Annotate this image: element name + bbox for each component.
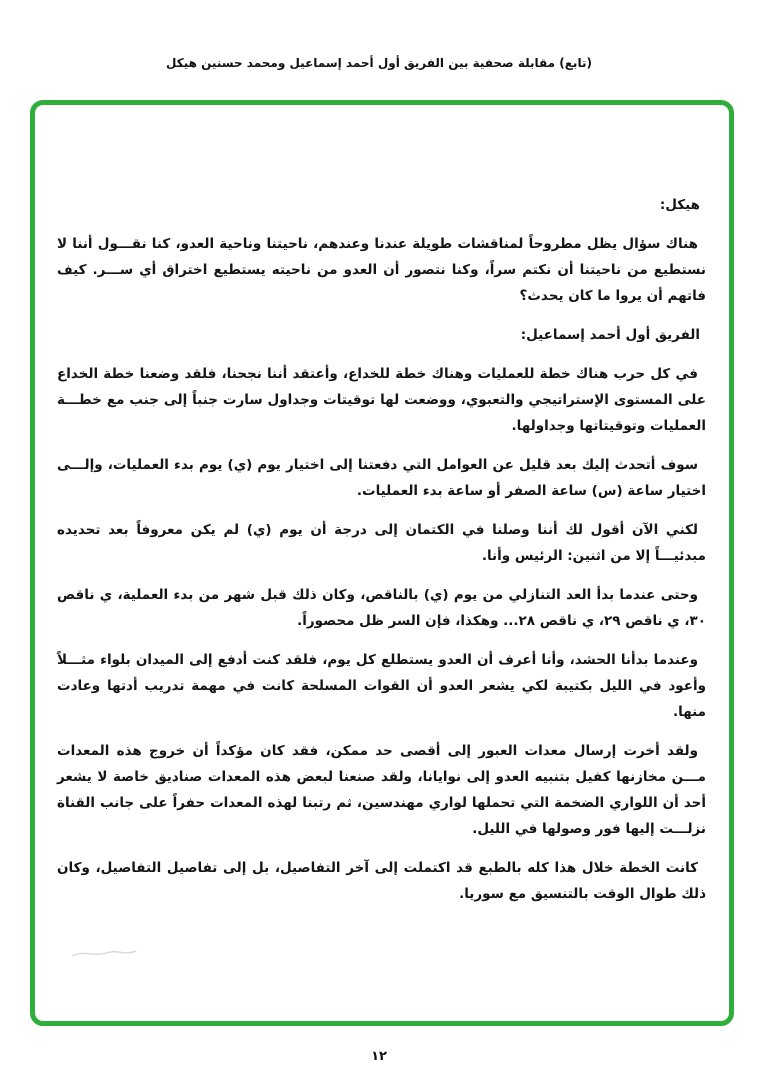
paragraph: وحتى عندما بدأ العد التنازلي من يوم (ي) بالناقص، وكان ذلك قبل شهر من بدء العملية، ي ناقص ٣٠، ي ناقص ٢٩، ي ناقص ٢٨... وهكذا، فإن السر ظل محصوراً. (57, 587, 706, 629)
scan-artifact (72, 948, 138, 960)
paragraph: هناك سؤال يظل مطروحاً لمناقشات طويلة عندنا وعندهم، ناحيتنا وناحية العدو، كنا نقـــول أننا لا نستطيع من ناحيتنا أن نكتم سراً، وكنا نتصور أن العدو من ناحيته يستطيع اختراق أي ســـر. كيف فاتهم أن يروا ما كان يحدث؟ (57, 236, 706, 304)
paragraph: وعندما بدأنا الحشد، وأنا أعرف أن العدو يستطلع كل يوم، فلقد كنت أدفع إلى الميدان بلواء مثـــلاً وأعود في الليل بكتيبة لكي يشعر العدو أن القوات المسلحة كانت في مهمة تدريب أدتها وعادت منها. (57, 652, 706, 720)
speaker-heikal: هيكل: (659, 197, 700, 213)
speaker-ahmed-ismail: الفريق أول أحمد إسماعيل: (520, 327, 700, 343)
paragraph: في كل حرب هناك خطة للعمليات وهناك خطة للخداع، وأعتقد أننا نجحنا، فلقد وضعنا خطة الخداع على المستوى الإستراتيجي والتعبوي، ووضعت لها توقيتات وجداول سارت جنباً إلى جنب مع خطـــة العمليات وتوقيتاتها وجداولها. (57, 366, 706, 434)
paragraph: سوف أتحدث إليك بعد قليل عن العوامل التي دفعتنا إلى اختيار يوم (ي) يوم بدء العمليات، وإلـــى اختيار ساعة (س) ساعة الصفر أو ساعة بدء العمليات. (57, 457, 706, 499)
paragraph: لكني الآن أقول لك أننا وصلنا في الكتمان إلى درجة أن يوم (ي) لم يكن معروفاً بعد تحديده مبدئيـــاً إلا من اثنين: الرئيس وأنا. (57, 522, 706, 564)
page-number: ١٢ (371, 1049, 387, 1064)
page-header-title: (تابع) مقابلة صحفية بين الفريق أول أحمد إسماعيل ومحمد حسنين هيكل (166, 56, 592, 70)
paragraph: كانت الخطة خلال هذا كله بالطبع قد اكتملت إلى آخر التفاصيل، بل إلى تفاصيل التفاصيل، وكان ذلك طوال الوقت بالتنسيق مع سوريا. (57, 860, 706, 902)
interview-content (57, 192, 706, 920)
paragraph: ولقد أخرت إرسال معدات العبور إلى أقصى حد ممكن، فقد كان مؤكداً أن خروج هذه المعدات مـــن مخازنها كفيل بتنبيه العدو إلى نوايانا، ولقد صنعنا لبعض هذه المعدات صناديق خاصة لا يشعر أحد أن اللواري الضخمة التي تحملها لواري مهندسين، ثم رتبنا لهذه المعدات حفراً على جانب القناة نزلـــت إليها فور وصولها في الليل. (57, 743, 706, 837)
